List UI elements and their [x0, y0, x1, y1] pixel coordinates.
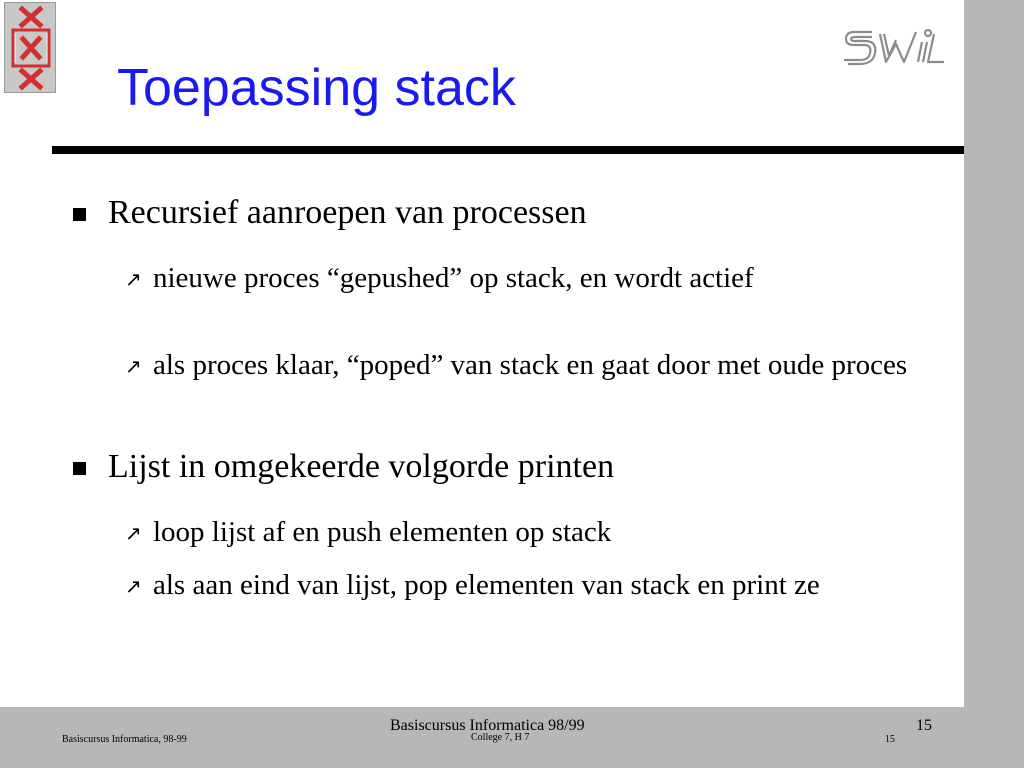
footer-page-number-small: 15: [885, 734, 895, 745]
swi-logo: [842, 24, 946, 68]
arrow-up-right-icon: ↗: [125, 574, 142, 598]
bullet-text: Lijst in omgekeerde volgorde printen: [108, 448, 615, 485]
subbullet-text: loop lijst af en push elementen op stack: [153, 516, 612, 548]
subbullet-text: als aan eind van lijst, pop elementen van stack en print ze: [153, 569, 820, 601]
slide-title: Toepassing stack: [117, 59, 516, 117]
bullet-text: Recursief aanroepen van processen: [108, 194, 587, 231]
footer-course-title: Basiscursus Informatica 98/99: [390, 717, 585, 734]
right-decor-band: [964, 0, 1024, 768]
arrow-up-right-icon: ↗: [125, 267, 142, 291]
subbullet-text: als proces klaar, “poped” van stack en gaat door met oude proces: [153, 349, 908, 381]
footer-lecture-label: College 7, H 7: [471, 732, 530, 743]
title-underline: [52, 146, 964, 154]
footer-course-small: Basiscursus Informatica, 98-99: [62, 734, 187, 745]
arrow-up-right-icon: ↗: [125, 521, 142, 545]
subbullet-text: nieuwe proces “gepushed” op stack, en wordt actief: [153, 262, 754, 294]
footer-page-number: 15: [916, 717, 932, 734]
square-bullet-icon: [73, 208, 86, 221]
arrow-up-right-icon: ↗: [125, 354, 142, 378]
square-bullet-icon: [73, 462, 86, 475]
university-logo: [4, 2, 56, 93]
